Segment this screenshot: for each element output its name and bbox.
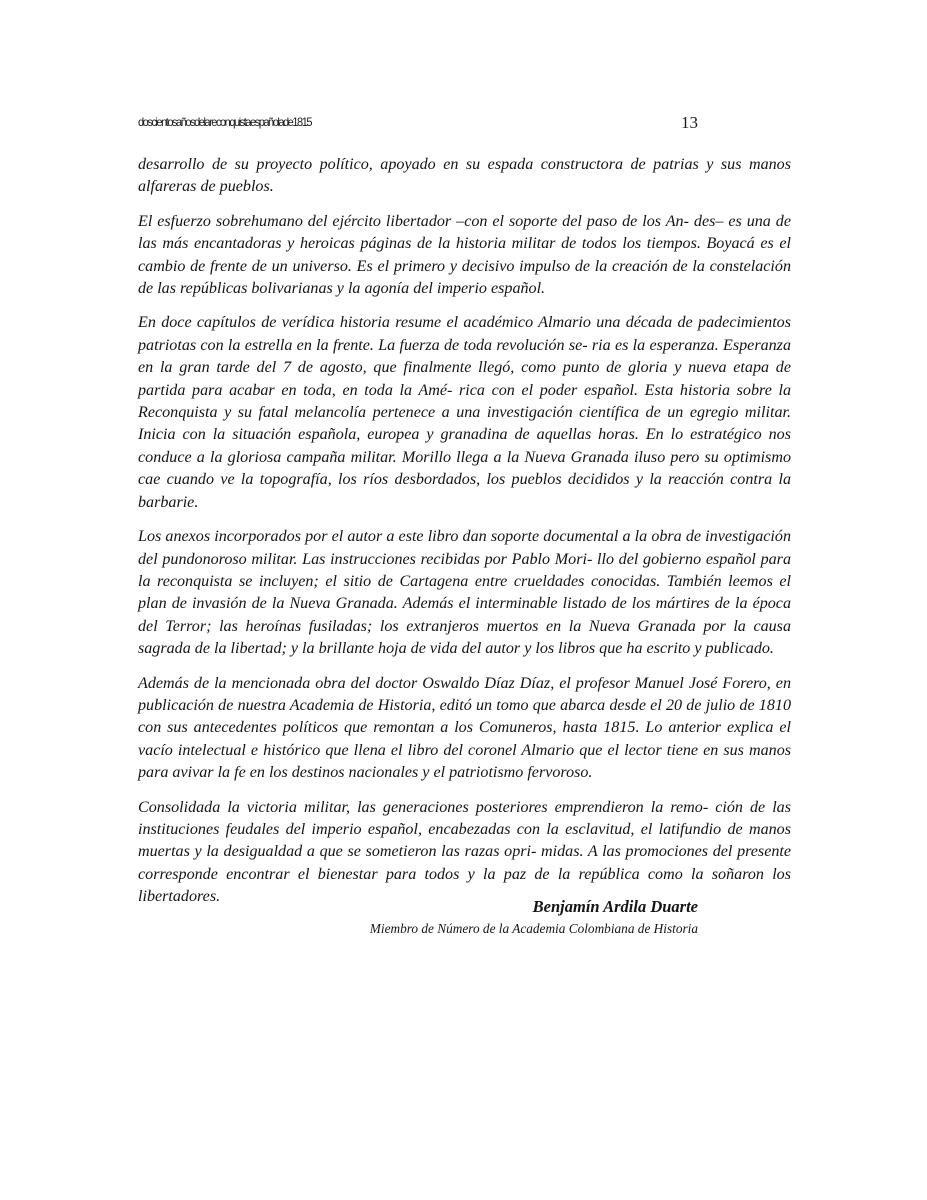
paragraph-2: El esfuerzo sobrehumano del ejército libertador –con el soporte del paso de los An- des– es una de las más encantadoras y heroicas páginas de la historia militar de todos los tiempos. Boyacá es el cambio de frente de un universo. Es el primero y decisivo impulso de la creación de la constelación de las repúblicas bolivarianas y la agonía del imperio español. (138, 212, 791, 298)
paragraph-3: En doce capítulos de verídica historia resume el académico Almario una década de padecimientos patriotas con la estrella en la frente. La fuerza de toda revolución se- ria es la esperanza. Esperanza en la gran tarde del 7 de agosto, que finalmente llegó, como punto de gloria y nueva etapa de partida para acabar en toda, en toda la Amé- rica con el poder español. Esta historia sobre la Reconquista y su fatal melancolía pertenece a una investigación científica de un egregio militar. Inicia con la situación española, europea y granadina de aquellas horas. En lo estratégico nos conduce a la gloriosa campaña militar. Morillo llega a la Nueva Granada iluso pero su optimismo cae cuando ve la topografía, los ríos desbordados, los pueblos decididos y la reacción contra la barbarie. (138, 314, 791, 511)
page-number: 13 (681, 113, 698, 132)
paragraph-5: Además de la mencionada obra del doctor Oswaldo Díaz Díaz, el profesor Manuel José Forero, en publicación de nuestra Academia de Historia, editó un tomo que abarca desde el 20 de julio de 1810 con sus antecedentes políticos que remontan a los Comuneros, hasta 1815. Lo anterior explica el vacío intelectual e histórico que llena el libro del coronel Almario que el lector tiene en sus manos para avivar la fe en los destinos nacionales y el patriotismo fervoroso. (138, 674, 791, 782)
signature-block (138, 895, 698, 939)
paragraph-4: Los anexos incorporados por el autor a este libro dan soporte documental a la obra de investigación del pundonoroso militar. Las instrucciones recibidas por Pablo Mori- llo del gobierno español para la reconquista se incluyen; el sitio de Cartagena entre crueldades conocidas. También leemos el plan de invasión de la Nueva Granada. Además el interminable listado de los mártires de la época del Terror; las heroínas fusiladas; los extranjeros muertos en la Nueva Granada por la causa sagrada de la libertad; y la brillante hoja de vida del autor y los libros que ha escrito y publicado. (138, 528, 791, 658)
author-role: Miembro de Número de la Academia Colombiana de Historia (369, 921, 698, 936)
author-name: Benjamín Ardila Duarte (532, 897, 698, 916)
paragraph-6: Consolidada la victoria militar, las generaciones posteriores emprendieron la remo- ción de las instituciones feudales del imperio español, encabezadas con la esclavitud, el latifundio de manos muertas y la desigualdad a que se sometieron las razas opri- midas. A las promociones del presente corresponde encontrar el bienestar para todos y la paz de la república como la soñaron los libertadores. (138, 798, 791, 906)
paragraph-1: desarrollo de su proyecto político, apoyado en su espada constructora de patrias y sus manos alfareras de pueblos. (138, 156, 791, 196)
running-header-title: doscientosañosdelareconquistaespañolade1815 (138, 115, 312, 129)
body-text (138, 154, 791, 921)
running-header (138, 113, 698, 135)
